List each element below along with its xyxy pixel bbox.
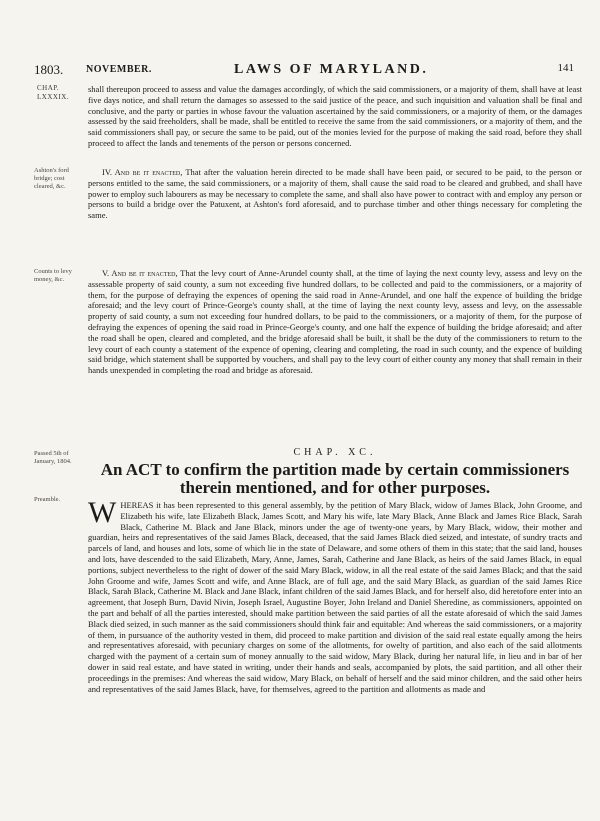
header-month: NOVEMBER. — [86, 64, 152, 75]
chapter-margin-label — [37, 84, 69, 102]
chapter-heading: CHAP. XC. — [293, 447, 377, 458]
act-title: An ACT to confirm the partition made by certain commissioners therein mentioned, and for other purposes. — [100, 460, 570, 497]
section-iv-text: That after the valuation herein directed to be made shall have been paid, or secured to be paid, to the person or persons entitled to the same, the said commissioners, or a majority of them, shall cause the said road to be cleared and grubbed, and shall have power to employ such labourers as may be necessary to complete the same, and shall also have power to contract with and employ any person or persons to build a bridge over the Patuxent, at Ashton's ford aforesaid, and to purchase timber and other things necessary for completing the same. — [88, 167, 582, 221]
drop-cap: W — [88, 496, 117, 529]
paragraph-text: shall thereupon proceed to assess and value the damages accordingly, of which the said commissioners, or a majority of them, shall have at least five days notice, and shall return the damages so assessed to the said justice of the peace, and such inquisition and valuation shall be final and conclusive, and the party or parties in whose favour the valuation ascertained by the said commissioners, or a majority of them, or the damages assessed by the said freeholders, shall be made, shall be entitled to receive the same from the said commissioners, or a majority of them, and the said commissioners shall pay, or secure the same to be paid, out of the monies levied for the purpose of making the said road, before they shall proceed to affect the lands and tenements of the person or persons concerned. — [88, 84, 582, 148]
section-iv-lead: IV. And be it enacted, — [102, 167, 183, 177]
chapter-margin-line1: CHAP. — [37, 84, 60, 92]
preamble-text: HEREAS it has been represented to this general assembly, by the petition of Mary Black, widow of James Black, John Groome, and Elizabeth his wife, late Elizabeth Black, James Scott, and Mary his wife, late Mary Black, Anne Black and James Rice Black, Sarah Black, Catherine M. Black and Jane Black, minors under the age of twenty-one years, by Mary Black, widow, their mother and guardian, heirs and representatives of the said James Black, deceased, that the said James Black died seized, and intestate, of sundry tracts and parcels of land, and houses and lots, some of which lie in the state of Delaware, and some others of them in this state; that the said land, houses and lots, have descended to the said Elizabeth, Mary, Anne, James, Sarah, Catherine and Jane Black, as heirs of the said James Black, in equal portions, subject nevertheless to the right of dower of the said Mary Black, widow, in all the real estate of the said James Black; and that the said John Groome and wife, James Scott and wife, and Anne Black, are of full age, and the said Mary Black, as guardian of the said James Rice Black, Sarah Black, Catherine M. Black and Jane Black, infant children of the said James Black, and for herself also, did heretofore enter into an agreement, that Joseph Burn, David Nivin, Joseph Israel, Augustine Boyer, John Ireland and Daniel Sheredine, as commissioners, appointed on the part and behalf of all the parties interested, should make partition between the said parties of all the estate aforesaid of which the said James Black died seized, in such manner as the said commissioners should think fair and equitable: And whereas the said commissioners, or a majority of them, in pursuance of the authority vested in them, did proceed to make partition and division of the said real estate equally among the heirs and representatives aforesaid, with pecuniary charges on some of the allotments, for owelty of partition, and also each of the said allotments charged with the payment of a certain sum of money annually to the said widow, Mary Black, during her natural life, in lieu and in bar of her dower in said real estate, and have stated in writing, under their hands and seals, accompanied by plots, the said partition, and all other their proceedings in the premises: And whereas the said widow, Mary Black, on behalf of herself and the said minor children, and the said other heirs and representatives of the said James Black, have, for themselves, agreed to the partition and allotments as made and — [88, 500, 582, 694]
paragraph-continuation — [88, 84, 582, 149]
section-iv — [88, 167, 582, 221]
margin-note-passed: Passed 5th of January, 1804. — [34, 450, 72, 465]
header-year: 1803. — [34, 62, 64, 77]
margin-note-section-iv: Ashton's ford bridge; cost cleared, &c. — [34, 167, 69, 190]
header-title: LAWS OF MARYLAND. — [234, 62, 429, 77]
margin-note-section-v: Counts to levy money, &c. — [34, 268, 72, 283]
header-page-number: 141 — [557, 62, 574, 74]
running-header — [34, 62, 574, 78]
chapter-margin-line2: LXXXIX. — [37, 93, 70, 101]
section-v-lead: V. And be it enacted, — [102, 268, 178, 278]
section-v — [88, 268, 582, 376]
preamble — [88, 496, 582, 694]
margin-note-preamble: Preamble. — [34, 496, 61, 503]
section-v-text: That the levy court of Anne-Arundel county shall, at the time of laying the next county levy, assess and levy on the assessable property of said county, a sum not exceeding five hundred dollars, to be collected and paid to the commissioners, or a majority of them, for the purpose of defraying the expences of opening the said road in Anne-Arundel, and one half the expence of building the bridge aforesaid; and the levy court of Prince-George's county shall, at the time of laying the next county levy, assess and levy, on the assessable property of said county, a sum not exceeding four hundred dollars, to be paid to the commissioners, or a majority of them, for the purpose of defraying the expences of opening the said road in Prince-George's county, and one half the expence of building the bridge aforesaid; and after the road shall be open, cleared and completed, and the bridge aforesaid shall be built, it shall be the duty of the commissioners to return to the levy court of each county a statement of the expence of opening, clearing and completing, the road in such county, and the expence of building said bridge, which statement shall be supported by vouchers, and shall pay to the levy court of either county any money that shall remain in their hands unexpended in completing the road and bridge as aforesaid. — [88, 268, 582, 376]
